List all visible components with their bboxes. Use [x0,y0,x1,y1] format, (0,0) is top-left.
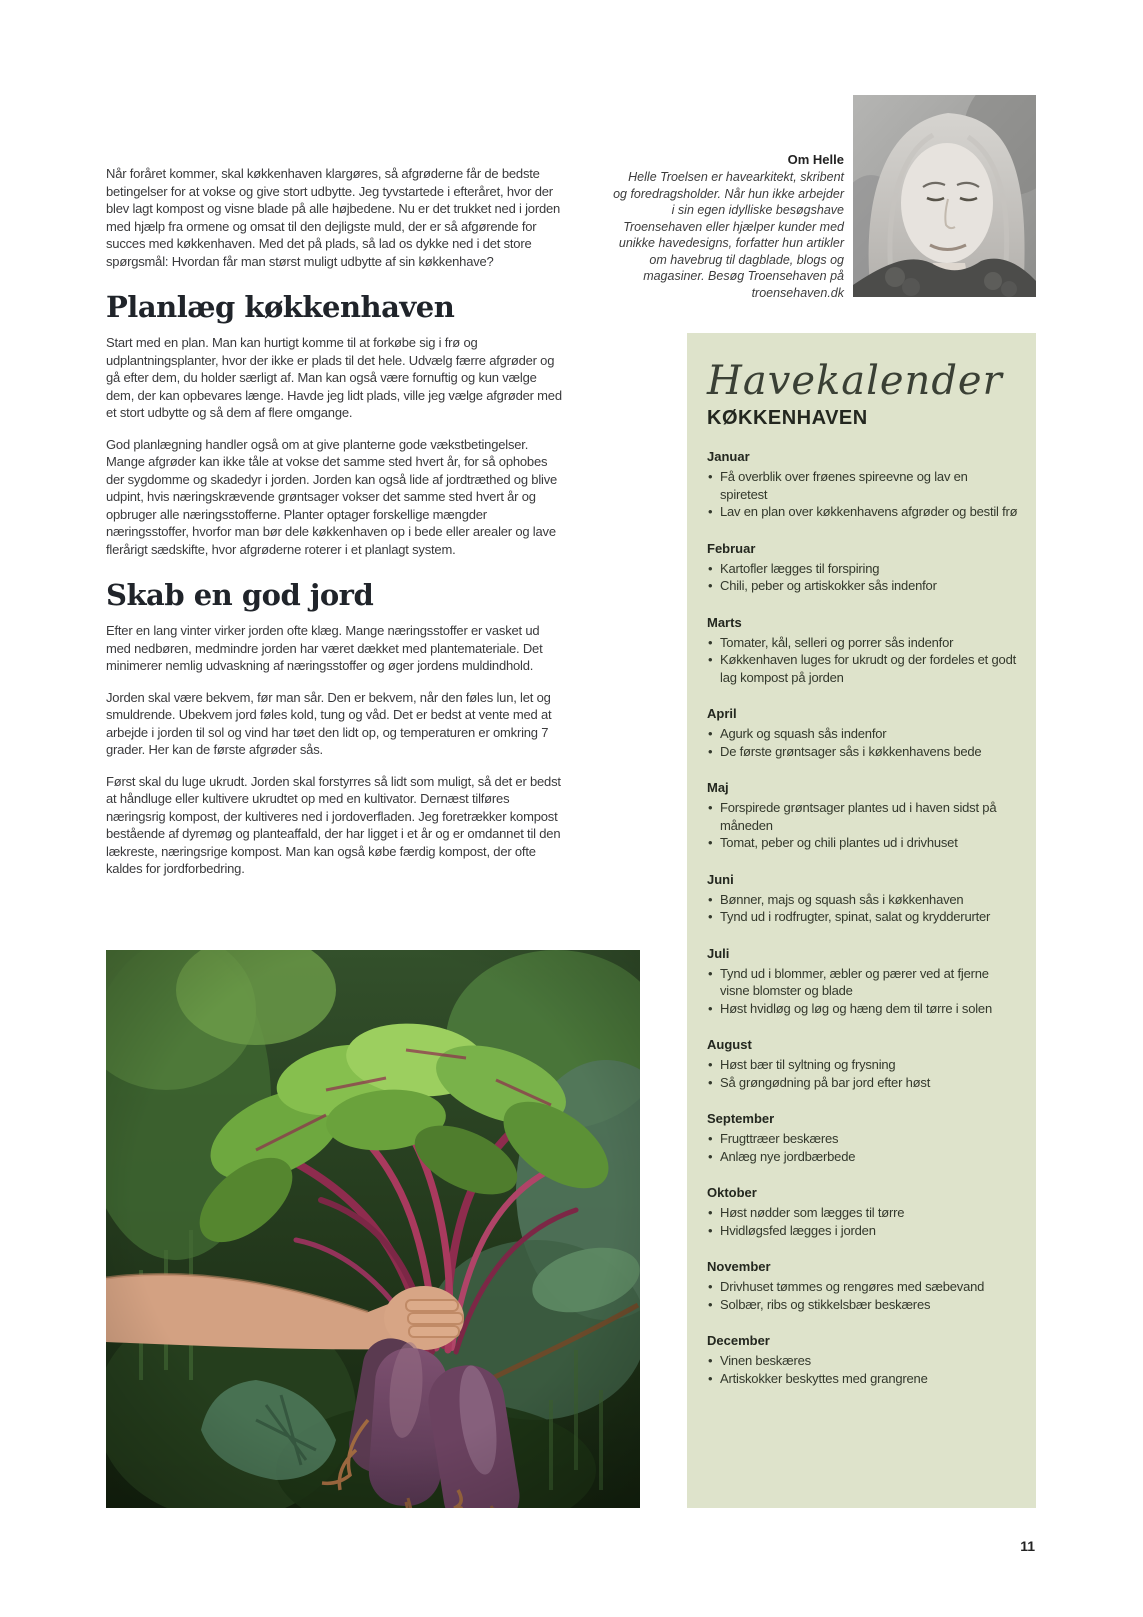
calendar-item: • Tynd ud i blommer, æbler og pærer ved at fjerne visne blomster og blade [707,965,1018,1000]
month-item-list [707,1130,1018,1165]
calendar-script-title: Havekalender [707,358,1003,404]
calendar-month [707,1258,1018,1313]
section-paragraphs [106,622,564,878]
month-item-list [707,725,1018,760]
calendar-item: • Solbær, ribs og stikkelsbær beskæres [707,1296,1018,1314]
calendar-item: • Så grøngødning på bar jord efter høst [707,1074,1018,1092]
month-item-list [707,1352,1018,1387]
section-paragraphs [106,334,564,558]
month-name: Januar [707,449,750,464]
calendar-item: • Få overblik over frøenes spireevne og lav en spiretest [707,468,1018,503]
calendar-item: • Artiskokker beskyttes med grangrene [707,1370,1018,1388]
calendar-item: • Vinen beskæres [707,1352,1018,1370]
month-item-list [707,799,1018,852]
calendar-month [707,705,1018,760]
article-paragraph: Start med en plan. Man kan hurtigt komme til at forkøbe sig i frø og udplantningsplanter, hvor der ikke er plads til det hele. Udvælg færre afgrøder og gå efter dem, du holder særligt af. Man kan også være fornuftig og kun vælge dem, der kan opbevares længe. Havde jeg lidt plads, ville jeg vælge afgrøder med et stort udbytte og så dem af flere omgange. [106,335,562,420]
calendar-month [707,614,1018,687]
beets-photo [106,950,640,1508]
author-caption [612,152,844,301]
calendar-item: • Chili, peber og artiskokker sås indenfor [707,577,1018,595]
calendar-item: • Høst hvidløg og løg og hæng dem til tørre i solen [707,1000,1018,1018]
calendar-month [707,1184,1018,1239]
article-paragraph: Jorden skal være bekvem, før man sår. Den er bekvem, når den føles lun, let og smuldrende. Ubekvem jord føles kold, tung og våd. Det er bedst at vente med at arbejde i jorden til sol og vind har tøet den lidt op, og temperaturen er omkring 7 grader. Her kan de første afgrøder sås. [106,689,552,757]
calendar-item: • De første grøntsager sås i køkkenhavens bede [707,743,1018,761]
month-name: Marts [707,614,742,630]
calendar-month [707,779,1018,852]
calendar-item: • Forspirede grøntsager plantes ud i haven sidst på måneden [707,799,1018,834]
month-item-list [707,1056,1018,1091]
calendar-item: • Tomat, peber og chili plantes ud i drivhuset [707,834,1018,852]
month-name: December [707,1333,770,1348]
calendar-month [707,448,1018,521]
calendar-item: • Hvidløgsfed lægges i jorden [707,1222,1018,1240]
month-name: April [707,706,737,721]
author-bio: Helle Troelsen er havearkitekt, skribent og foredragsholder. Når hun ikke arbejder i sin egen idylliske besøgshave Troensehaven eller hjælper kunder med unikke havedesigns, forfatter hun artikler om havebrug til dagblade, blogs og magasiner. Besøg Troensehaven på troensehaven.dk [613,170,844,300]
article-intro: Når foråret kommer, skal køkkenhaven klargøres, så afgrøderne får de bedste betingelser for at vokse og give stort udbytte. Jeg tyvstartede i efteråret, hvor der blev lagt kompost og visne blade på alle højbedene. Nu er det trukket ned i jorden med hjælp fra ormene og omsat til den dejligste muld, der er så afgørende for succes med køkkenhaven. Med det på plads, så lad os dykke ned i det store spørgsmål: Hvordan får man størst muligt udbytte af sin køkkenhave? [106,166,561,269]
calendar-month [707,1332,1018,1387]
portrait-illustration [853,95,1036,297]
article-sections [106,290,564,878]
beets-illustration [106,950,640,1508]
calendar-item: • Kartofler lægges til forspiring [707,560,1018,578]
page-number: 11 [1020,1538,1035,1554]
calendar-month [707,1036,1018,1091]
calendar-item: • Tynd ud i rodfrugter, spinat, salat og krydderurter [707,908,1018,926]
calendar-item: • Bønner, majs og squash sås i køkkenhaven [707,891,1018,909]
calendar-month [707,871,1018,926]
month-item-list [707,560,1018,595]
calendar-item: • Høst nødder som lægges til tørre [707,1204,1018,1222]
garden-calendar [687,333,1036,1508]
month-name: Juli [707,945,730,961]
calendar-item: • Lav en plan over køkkenhavens afgrøder og bestil frø [707,503,1018,521]
author-label: Om Helle [787,152,844,167]
month-name: August [707,1037,752,1052]
month-item-list [707,468,1018,521]
calendar-item: • Køkkenhaven luges for ukrudt og der fordeles et godt lag kompost på jorden [707,651,1018,686]
author-portrait-photo [853,95,1036,297]
article-section [106,578,564,878]
article-paragraph: Først skal du luge ukrudt. Jorden skal forstyrres så lidt som muligt, så det er bedst at håndluge eller kultivere ukrudtet op med en kultivator. Dernæst tilføres næringsrig kompost, der kultiveres ned i jordoverfladen. Jeg foretrækker kompost bestående af dyremøg og planteaffald, der har ligget i et år og er omdannet til den lækreste, næringsrige kompost. Man kan også købe færdig kompost, der ofte kaldes for jordforbedring. [106,773,561,876]
calendar-item: • Drivhuset tømmes og rengøres med sæbevand [707,1278,1018,1296]
calendar-item: • Anlæg nye jordbærbede [707,1148,1018,1166]
calendar-month [707,1110,1018,1165]
calendar-item: • Frugttræer beskæres [707,1130,1018,1148]
article-paragraph: God planlægning handler også om at give planterne gode vækstbetingelser. Mange afgrøder kan ikke tåle at vokse det samme sted hvert år, for så ophobes der sygdomme og skadedyr i jorden. Jorden kan også lide af jordtræthed og blive udpint, hvis næringskrævende grøntsager vokser det samme sted hvert år og opbruger alle næringsstofferne. Planter optager forskellige mængder næringsstoffer, hvorfor man bør dele køkkenhaven op i bede eller arealer og lave flerårigt sædskifte, hvor afgrøderne roterer i et planlagt system. [106,436,558,557]
article-section [106,290,564,558]
month-name: September [707,1111,775,1126]
calendar-item: • Tomater, kål, selleri og porrer sås indenfor [707,634,1018,652]
calendar-item: • Høst bær til syltning og frysning [707,1056,1018,1074]
month-item-list [707,965,1018,1018]
section-heading: Skab en god jord [106,578,374,612]
month-item-list [707,1204,1018,1239]
calendar-month [707,945,1018,1018]
calendar-item: • Agurk og squash sås indenfor [707,725,1018,743]
article-column [106,165,564,892]
month-name: November [707,1259,771,1274]
month-name: Maj [707,780,729,795]
month-name: Februar [707,540,756,556]
section-heading: Planlæg køkkenhaven [106,290,455,324]
calendar-title: KØKKENHAVEN [707,407,868,429]
month-item-list [707,634,1018,687]
calendar-month [707,540,1018,595]
month-item-list [707,1278,1018,1313]
month-item-list [707,891,1018,926]
month-name: Juni [707,871,734,887]
calendar-months [707,448,1018,1387]
month-name: Oktober [707,1185,757,1200]
article-paragraph: Efter en lang vinter virker jorden ofte klæg. Mange næringsstoffer er vasket ud med nedbøren, medmindre jorden har været dækket med plantemateriale. Det minimerer nemlig udvaskning af næringsstoffer og øger jordens muldindhold. [106,623,543,673]
